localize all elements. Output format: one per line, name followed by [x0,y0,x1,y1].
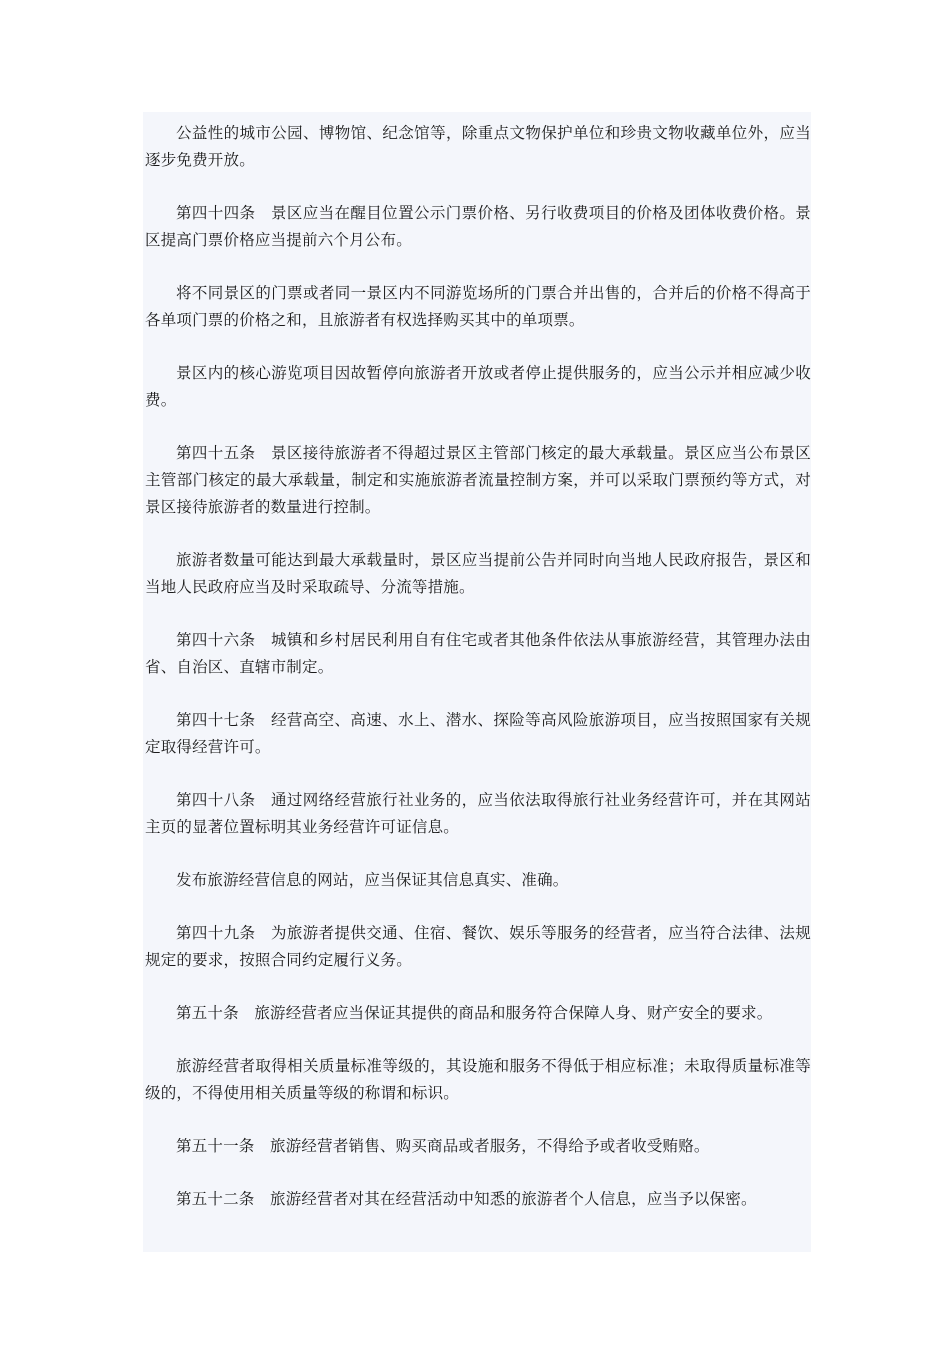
paragraph [145,707,811,761]
paragraph [145,440,811,521]
paragraph-text: 经营高空、高速、水上、潜水、探险等高风险旅游项目，应当按照国家有关规定取得经营许可。 [145,711,811,756]
paragraph [145,1186,811,1213]
paragraph-text: 旅游经营者销售、购买商品或者服务，不得给予或者收受贿赂。 [270,1137,710,1155]
article-number: 第五十条 [176,1004,239,1022]
paragraph-text: 旅游经营者对其在经营活动中知悉的旅游者个人信息，应当予以保密。 [270,1190,757,1208]
text-block [143,112,811,1252]
paragraph [145,547,811,601]
paragraph [145,867,811,894]
paragraph [145,787,811,841]
paragraph-text: 景区内的核心游览项目因故暂停向旅游者开放或者停止提供服务的，应当公示并相应减少收费。 [145,364,811,409]
paragraph-text: 为旅游者提供交通、住宿、餐饮、娱乐等服务的经营者，应当符合法律、法规规定的要求，按照合同约定履行义务。 [145,924,811,969]
paragraph-text: 旅游经营者应当保证其提供的商品和服务符合保障人身、财产安全的要求。 [254,1004,773,1022]
paragraph-text: 景区应当在醒目位置公示门票价格、另行收费项目的价格及团体收费价格。景区提高门票价格应当提前六个月公布。 [145,204,811,249]
paragraph-text: 将不同景区的门票或者同一景区内不同游览场所的门票合并出售的，合并后的价格不得高于各单项门票的价格之和，且旅游者有权选择购买其中的单项票。 [145,284,811,329]
paragraph-text: 发布旅游经营信息的网站，应当保证其信息真实、准确。 [176,871,569,889]
paragraph-text: 旅游经营者取得相关质量标准等级的，其设施和服务不得低于相应标准；未取得质量标准等级的，不得使用相关质量等级的称谓和标识。 [145,1057,811,1102]
article-number: 第四十九条 [176,924,256,942]
paragraph [145,1053,811,1107]
article-number: 第四十八条 [176,791,256,809]
article-number: 第四十四条 [176,204,256,222]
paragraph [145,627,811,681]
paragraph [145,360,811,414]
article-number: 第四十五条 [176,444,256,462]
paragraph [145,1000,811,1027]
paragraph-text: 公益性的城市公园、博物馆、纪念馆等，除重点文物保护单位和珍贵文物收藏单位外，应当逐步免费开放。 [145,124,811,169]
paragraph-text: 通过网络经营旅行社业务的，应当依法取得旅行社业务经营许可，并在其网站主页的显著位置标明其业务经营许可证信息。 [145,791,811,836]
article-number: 第四十七条 [176,711,256,729]
paragraph-text: 旅游者数量可能达到最大承载量时，景区应当提前公告并同时向当地人民政府报告，景区和当地人民政府应当及时采取疏导、分流等措施。 [145,551,811,596]
paragraph [145,920,811,974]
paragraph-text: 城镇和乡村居民利用自有住宅或者其他条件依法从事旅游经营，其管理办法由省、自治区、直辖市制定。 [145,631,811,676]
article-number: 第五十一条 [176,1137,255,1155]
paragraph-text: 景区接待旅游者不得超过景区主管部门核定的最大承载量。景区应当公布景区主管部门核定的最大承载量，制定和实施旅游者流量控制方案，并可以采取门票预约等方式，对景区接待旅游者的数量进行控制。 [145,444,811,516]
paragraph [145,1133,811,1160]
article-number: 第五十二条 [176,1190,255,1208]
paragraph [145,120,811,174]
paragraph [145,280,811,334]
paragraph [145,200,811,254]
article-number: 第四十六条 [176,631,256,649]
